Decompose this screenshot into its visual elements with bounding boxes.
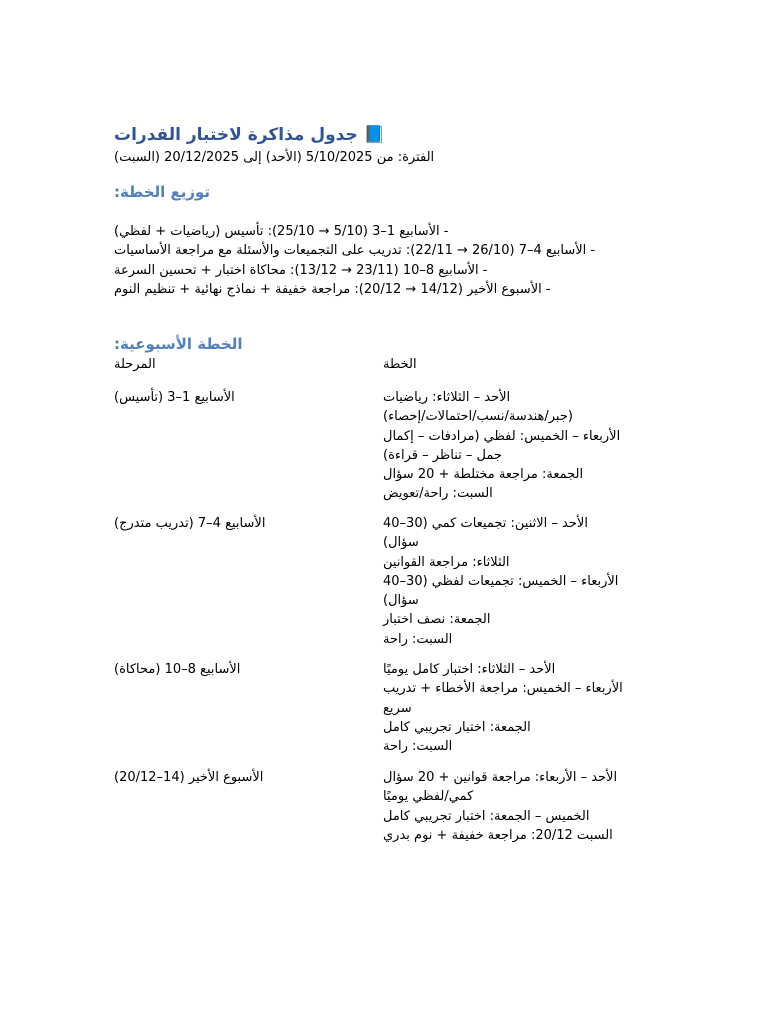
list-item: - الأسابيع 4–7 (26/10 → 22/11): تدريب على التجميعات والأسئلة مع مراجعة الأساسيات bbox=[114, 243, 596, 259]
phase-cell: الأسابيع 1–3 (تأسيس) bbox=[114, 390, 235, 405]
plan-line: الجمعة: اختبار تجريبي كامل bbox=[383, 719, 531, 735]
distribution-list bbox=[114, 222, 674, 299]
plan-cell bbox=[383, 768, 648, 845]
list-item: - الأسابيع 1–3 (5/10 → 25/10): تأسيس (رياضيات + لفظي) bbox=[114, 224, 449, 239]
plan-cell bbox=[383, 660, 648, 756]
plan-line: السبت: راحة bbox=[383, 631, 453, 647]
plan-line: كمي/لفظي يوميًا bbox=[383, 789, 474, 805]
phase-cell: الأسبوع الأخير (14–20/12) bbox=[114, 770, 264, 785]
list-item: - الأسابيع 8–10 (23/11 → 13/12): محاكاة اختبار + تحسين السرعة bbox=[114, 262, 488, 278]
plan-line: جمل – تناظر – قراءة) bbox=[383, 447, 502, 463]
plan-cell bbox=[383, 388, 648, 504]
plan-line: الجمعة: مراجعة مختلطة + 20 سؤال bbox=[383, 467, 584, 483]
document-title: 📘 جدول مذاكرة لاختبار القدرات bbox=[114, 125, 385, 145]
plan-line: الثلاثاء: مراجعة القوانين bbox=[383, 554, 510, 570]
plan-line: الجمعة: نصف اختبار bbox=[383, 612, 491, 628]
study-period: الفترة: من 5/10/2025 (الأحد) إلى 20/12/2025 (السبت) bbox=[114, 150, 435, 165]
plan-line: الأحد – الثلاثاء: اختبار كامل يوميًا bbox=[383, 662, 556, 677]
column-header-plan: الخطة bbox=[383, 357, 417, 372]
phase-cell: الأسابيع 4–7 (تدريب متدرج) bbox=[114, 516, 266, 531]
plan-line: الأربعاء – الخميس: مراجعة الأخطاء + تدريب bbox=[383, 681, 623, 697]
plan-line: الأحد – الأربعاء: مراجعة قوانين + 20 سؤال bbox=[383, 770, 618, 785]
plan-line: الأحد – الاثنين: تجميعات كمي (30–40 bbox=[383, 516, 588, 531]
column-header-phase: المرحلة bbox=[114, 357, 156, 372]
list-item: - الأسبوع الأخير (14/12 → 20/12): مراجعة خفيفة + نماذج نهائية + تنظيم النوم bbox=[114, 281, 551, 297]
plan-line: الخميس – الجمعة: اختبار تجريبي كامل bbox=[383, 808, 590, 824]
plan-line: السبت: راحة bbox=[383, 739, 453, 755]
plan-line: السبت 20/12: مراجعة خفيفة + نوم بدري bbox=[383, 827, 613, 843]
plan-cell bbox=[383, 514, 648, 649]
distribution-heading: توزيع الخطة: bbox=[114, 183, 211, 201]
plan-line: الأربعاء – الخميس: تجميعات لفظي (30–40 bbox=[383, 573, 619, 589]
weekly-heading: الخطة الأسبوعية: bbox=[114, 335, 243, 353]
phase-cell: الأسابيع 8–10 (محاكاة) bbox=[114, 662, 241, 677]
plan-line: السبت: راحة/تعويض bbox=[383, 486, 493, 502]
plan-line: الأحد – الثلاثاء: رياضيات bbox=[383, 390, 511, 405]
plan-line: الأربعاء – الخميس: لفظي (مرادفات – إكمال bbox=[383, 428, 621, 444]
plan-line: (جبر/هندسة/نسب/احتمالات/إحصاء) bbox=[383, 409, 573, 425]
plan-line: سؤال) bbox=[383, 535, 419, 551]
plan-line: سريع bbox=[383, 700, 412, 716]
plan-line: سؤال) bbox=[383, 593, 419, 609]
